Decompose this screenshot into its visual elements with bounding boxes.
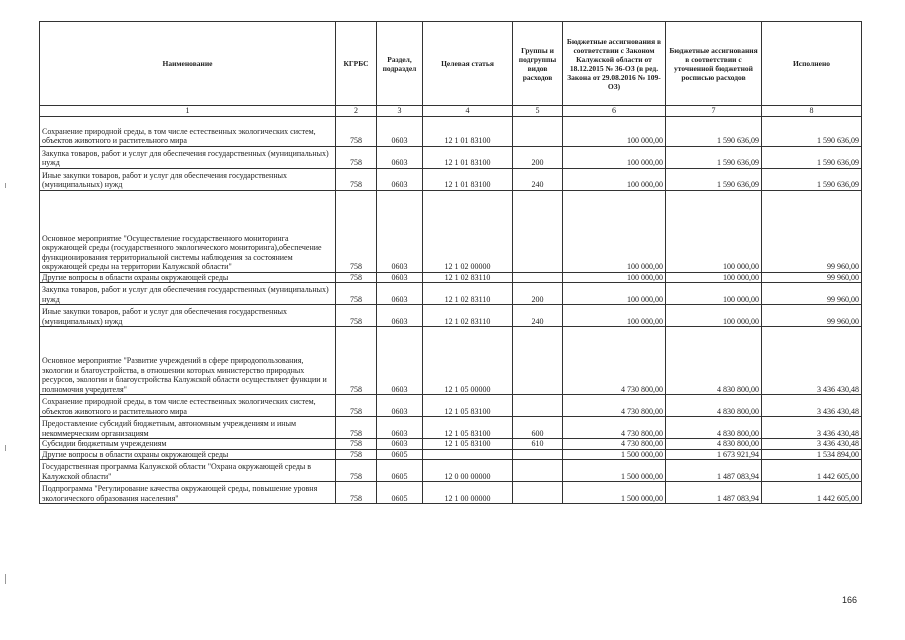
row-kgrbs: 758 [336,272,377,283]
column-number: 5 [513,106,563,117]
row-section: 0603 [377,146,423,168]
row-group [513,460,563,482]
column-number: 1 [40,106,336,117]
row-group: 610 [513,439,563,450]
row-kgrbs: 758 [336,190,377,272]
row-article: 12 1 01 83100 [423,116,513,146]
column-number-row [40,106,862,117]
table-row [40,460,862,482]
row-kgrbs: 758 [336,283,377,305]
table-row [40,449,862,460]
header-section: Раздел, подраздел [377,22,423,106]
header-article: Целевая статья [423,22,513,106]
row-section: 0603 [377,439,423,450]
row-kgrbs: 758 [336,116,377,146]
table-row [40,395,862,417]
row-name: Основное мероприятие "Осуществление государственного мониторинга окружающей среды (государственного экологического мониторинга),обеспечение функционирования территориальной системы наблюдения за состоянием окружающей среды на территории Калужской области" [40,190,336,272]
row-allocation-law: 1 500 000,00 [563,449,666,460]
row-article: 12 1 01 83100 [423,168,513,190]
row-name: Предоставление субсидий бюджетным, автономным учреждениям и иным некоммерческим организациям [40,417,336,439]
row-allocation-law: 4 730 800,00 [563,395,666,417]
row-allocation-law: 4 730 800,00 [563,417,666,439]
row-executed: 99 960,00 [762,190,862,272]
table-row [40,168,862,190]
row-article: 12 1 05 83100 [423,395,513,417]
header-groups: Группы и подгруппы видов расходов [513,22,563,106]
row-name: Государственная программа Калужской области "Охрана окружающей среды в Калужской области" [40,460,336,482]
row-name: Подпрограмма "Регулирование качества окружающей среды, повышение уровня экологического образования населения" [40,482,336,504]
row-group [513,116,563,146]
row-executed: 1 590 636,09 [762,116,862,146]
row-kgrbs: 758 [336,395,377,417]
header-kgrbs: КГРБС [336,22,377,106]
column-number: 4 [423,106,513,117]
row-name: Иные закупки товаров, работ и услуг для обеспечения государственных (муниципальных) нужд [40,168,336,190]
row-article: 12 1 05 83100 [423,417,513,439]
row-kgrbs: 758 [336,482,377,504]
row-section: 0603 [377,327,423,395]
row-name: Основное мероприятие "Развитие учреждений в сфере природопользования, экологии и благоустройства, в отношении которых министерство природных ресурсов, экологии и благоустройства Калужской области осуществляет функции и полномочия учредителя" [40,327,336,395]
row-group [513,482,563,504]
table-row [40,283,862,305]
row-allocation-law: 1 500 000,00 [563,460,666,482]
row-article: 12 1 02 83110 [423,272,513,283]
table-body [40,116,862,504]
row-section: 0603 [377,395,423,417]
header-allocations-refined: Бюджетные ассигнования в соответствии с уточненной бюджетной росписью расходов [666,22,762,106]
row-section: 0603 [377,190,423,272]
row-name: Сохранение природной среды, в том числе естественных экологических систем, объектов животного и растительного мира [40,116,336,146]
row-kgrbs: 758 [336,449,377,460]
row-allocation-law: 100 000,00 [563,146,666,168]
row-allocation-refined: 100 000,00 [666,190,762,272]
row-name: Сохранение природной среды, в том числе естественных экологических систем, объектов животного и растительного мира [40,395,336,417]
row-section: 0603 [377,283,423,305]
table-row [40,190,862,272]
row-article: 12 1 02 83110 [423,283,513,305]
row-allocation-law: 100 000,00 [563,272,666,283]
row-executed: 3 436 430,48 [762,417,862,439]
row-executed: 1 442 605,00 [762,482,862,504]
row-section: 0603 [377,272,423,283]
row-executed: 3 436 430,48 [762,395,862,417]
row-allocation-law: 100 000,00 [563,168,666,190]
row-executed: 1 534 894,00 [762,449,862,460]
row-name: Закупка товаров, работ и услуг для обеспечения государственных (муниципальных) нужд [40,283,336,305]
row-name: Субсидии бюджетным учреждениям [40,439,336,450]
row-name: Другие вопросы в области охраны окружающей среды [40,449,336,460]
row-article: 12 1 02 00000 [423,190,513,272]
row-section: 0603 [377,417,423,439]
column-number: 8 [762,106,862,117]
column-number: 7 [666,106,762,117]
row-group: 600 [513,417,563,439]
row-group: 200 [513,146,563,168]
row-allocation-law: 4 730 800,00 [563,327,666,395]
row-article [423,449,513,460]
row-kgrbs: 758 [336,168,377,190]
row-kgrbs: 758 [336,417,377,439]
row-group: 240 [513,168,563,190]
row-allocation-law: 4 730 800,00 [563,439,666,450]
row-group [513,327,563,395]
row-allocation-refined: 4 830 800,00 [666,327,762,395]
row-allocation-refined: 1 590 636,09 [666,146,762,168]
table-header-row [40,22,862,106]
row-article: 12 1 05 83100 [423,439,513,450]
row-article: 12 1 02 83110 [423,305,513,327]
margin-mark [5,574,6,584]
row-executed: 99 960,00 [762,272,862,283]
row-allocation-refined: 1 487 083,94 [666,482,762,504]
row-executed: 1 590 636,09 [762,168,862,190]
margin-mark [5,183,6,188]
table-row [40,272,862,283]
row-section: 0603 [377,116,423,146]
row-group [513,272,563,283]
row-allocation-refined: 4 830 800,00 [666,439,762,450]
row-allocation-refined: 100 000,00 [666,305,762,327]
row-allocation-law: 1 500 000,00 [563,482,666,504]
row-article: 12 1 05 00000 [423,327,513,395]
row-kgrbs: 758 [336,327,377,395]
table-row [40,482,862,504]
row-kgrbs: 758 [336,305,377,327]
row-group [513,395,563,417]
row-allocation-refined: 1 487 083,94 [666,460,762,482]
page-number: 166 [842,595,858,605]
column-number: 3 [377,106,423,117]
table-row [40,439,862,450]
row-kgrbs: 758 [336,439,377,450]
header-executed: Исполнено [762,22,862,106]
row-group [513,449,563,460]
row-allocation-refined: 100 000,00 [666,272,762,283]
row-group: 200 [513,283,563,305]
row-name: Закупка товаров, работ и услуг для обеспечения государственных (муниципальных) нужд [40,146,336,168]
row-executed: 1 590 636,09 [762,146,862,168]
row-section: 0605 [377,482,423,504]
row-group: 240 [513,305,563,327]
table-row [40,116,862,146]
row-executed: 99 960,00 [762,305,862,327]
row-executed: 99 960,00 [762,283,862,305]
row-executed: 1 442 605,00 [762,460,862,482]
budget-table [39,21,862,504]
row-article: 12 1 00 00000 [423,482,513,504]
row-section: 0605 [377,460,423,482]
header-name: Наименование [40,22,336,106]
row-section: 0603 [377,168,423,190]
row-section: 0605 [377,449,423,460]
row-allocation-refined: 1 673 921,94 [666,449,762,460]
table-row [40,417,862,439]
margin-mark [5,445,6,451]
header-allocations-law: Бюджетные ассигнования в соответствии с Законом Калужской области от 18.12.2015 № 36-ОЗ (в ред. Закона от 29.08.2016 № 109-ОЗ) [563,22,666,106]
table-row [40,305,862,327]
row-kgrbs: 758 [336,146,377,168]
table-row [40,146,862,168]
row-allocation-refined: 1 590 636,09 [666,168,762,190]
row-allocation-law: 100 000,00 [563,283,666,305]
row-allocation-law: 100 000,00 [563,305,666,327]
row-executed: 3 436 430,48 [762,327,862,395]
row-allocation-refined: 4 830 800,00 [666,395,762,417]
row-allocation-law: 100 000,00 [563,116,666,146]
row-allocation-refined: 4 830 800,00 [666,417,762,439]
row-article: 12 0 00 00000 [423,460,513,482]
row-kgrbs: 758 [336,460,377,482]
row-name: Иные закупки товаров, работ и услуг для обеспечения государственных (муниципальных) нужд [40,305,336,327]
row-group [513,190,563,272]
row-allocation-law: 100 000,00 [563,190,666,272]
row-name: Другие вопросы в области охраны окружающей среды [40,272,336,283]
table-row [40,327,862,395]
column-number: 6 [563,106,666,117]
row-section: 0603 [377,305,423,327]
row-allocation-refined: 100 000,00 [666,283,762,305]
column-number: 2 [336,106,377,117]
row-article: 12 1 01 83100 [423,146,513,168]
row-allocation-refined: 1 590 636,09 [666,116,762,146]
row-executed: 3 436 430,48 [762,439,862,450]
